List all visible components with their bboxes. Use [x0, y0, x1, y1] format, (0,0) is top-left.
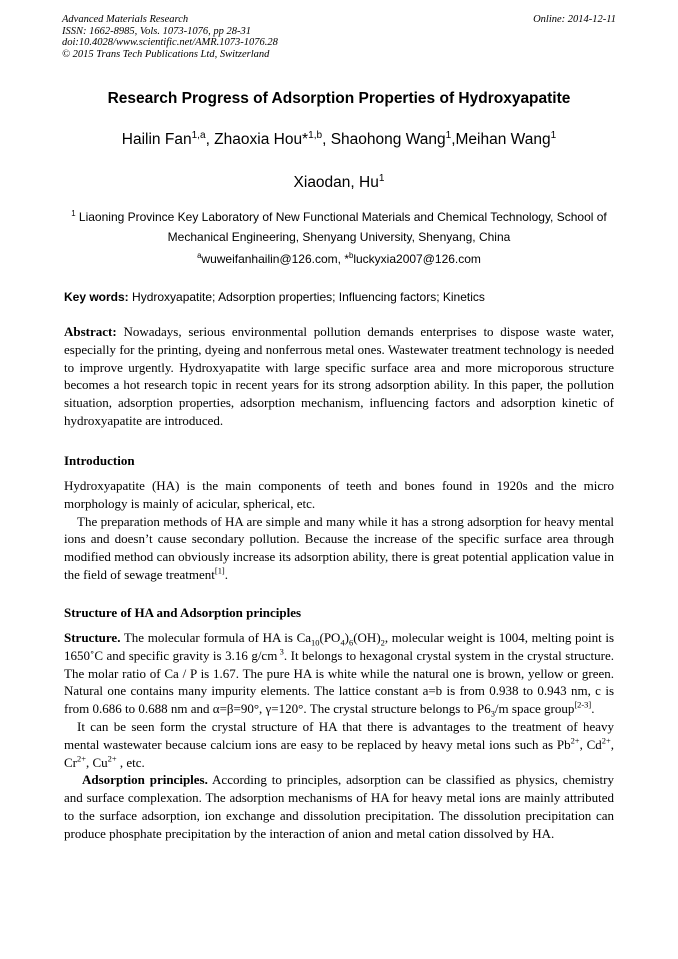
author-name: Xiaodan, Hu	[293, 174, 379, 191]
superscript: 2+	[601, 735, 611, 746]
structure-text: , etc.	[116, 754, 145, 770]
section-heading-structure: Structure of HA and Adsorption principles	[64, 605, 302, 620]
email-sup: b	[349, 251, 354, 260]
subscript: 3	[490, 708, 495, 719]
superscript: 2+	[77, 753, 86, 764]
intro-text: .	[224, 566, 228, 582]
subscript: 10	[311, 637, 320, 648]
structure-text: The molecular formula of HA is Ca	[120, 630, 312, 645]
structure-text: .	[591, 701, 595, 717]
citation[interactable]: [2-3]	[574, 699, 592, 710]
affiliation-sup: 1	[71, 209, 76, 218]
structure-text: , Cd	[579, 736, 602, 752]
author-sup: 1,b	[308, 129, 323, 141]
keywords	[64, 290, 618, 304]
intro-paragraph-1: Hydroxyapatite (HA) is the main components of teeth and bones found in 1920s and the micro morphology is mainly of acicular, spherical, etc.	[64, 478, 614, 511]
email-link[interactable]: wuweifanhailin@126.com, *	[201, 252, 349, 266]
author-name: Hailin Fan	[121, 131, 192, 148]
superscript: 2+	[570, 735, 580, 746]
copyright-line: © 2015 Trans Tech Publications Ltd, Switzerland	[62, 48, 270, 60]
structure-text: , molecular weight is 1004, melting point is 1650˚C and specific gravity is 3.16 g/cm	[64, 630, 614, 663]
structure-text: /m space group	[494, 701, 575, 717]
intro-text: The preparation methods of HA are simple and many while it has a strong adsorption for heavy mental ions and doesn’t cause secondary pollution. Because the increase of the specific surface area through modified method can obviously increase its adsorption ability, there is great potential application value in the field of sewage treatment	[64, 513, 614, 582]
author-name: , Shaohong Wang	[322, 131, 446, 148]
online-date: Online: 2014-12-11	[533, 14, 616, 25]
structure-text: )	[344, 630, 349, 645]
adsorption-text: According to principles, adsorption can be classified as physics, chemistry and surface complexation. The adsorption mechanisms of HA for heavy metal ions are mainly attributed to the surface adsorption, ion exchange and dissolution precipitation. The dissolution precipitation can produce phosphate precipitation by the interaction of anion and metal cation dissolved by HA.	[64, 772, 615, 841]
abstract-label: Abstract:	[64, 324, 117, 339]
author-sup: 1	[550, 129, 557, 141]
adsorption-paragraph	[64, 771, 614, 842]
structure-paragraph-2	[64, 718, 614, 771]
author-sup: 1	[378, 172, 385, 184]
author-name: , Zhaoxia Hou*	[205, 131, 309, 148]
keywords-label: Key words:	[64, 290, 129, 304]
subscript: 6	[349, 637, 354, 648]
structure-text: It can be seen form the crystal structure of HA that there is advantages to the treatment of heavy mental wastewater because calcium ions are easy to be replaced by heavy metal ions such as Pb	[64, 718, 614, 752]
email-link[interactable]: luckyxia2007@126.com	[353, 252, 481, 266]
issn-line: ISSN: 1662-8985, Vols. 1073-1076, pp 28-31	[62, 25, 251, 37]
section-heading-introduction: Introduction	[64, 453, 135, 468]
adsorption-label: Adsorption principles.	[82, 772, 208, 788]
citation[interactable]: [1]	[214, 565, 225, 576]
structure-text: , Cu	[85, 754, 108, 770]
structure-paragraph	[64, 629, 614, 718]
structure-text: (OH)	[353, 630, 381, 645]
structure-body	[64, 629, 614, 843]
superscript: 3	[277, 646, 284, 657]
abstract-text: Nowadays, serious environmental pollution demands enterprises to dispose waste water, especially for the printing, dyeing and nonferrous metal ones. Wastewater treatment technology is needed to improve urgently. Hydroxyapatite with large specific surface area and more microporous structure becomes a hot research topic in recent years for its strong adsorption ability. In this paper, the pollution situation, adsorption properties, adsorption mechanism, influencing factors and adsorption kinetic of hydroxyapatite are introduced.	[64, 324, 614, 428]
intro-paragraph-2	[64, 513, 614, 584]
journal-header	[62, 14, 616, 60]
structure-label: Structure.	[64, 630, 121, 645]
affiliation	[62, 207, 616, 247]
journal-name: Advanced Materials Research	[62, 14, 189, 25]
doi-line: doi:10.4028/www.scientific.net/AMR.1073-1076.28	[62, 37, 278, 48]
introduction-body	[64, 477, 614, 584]
author-sup: 1	[445, 129, 452, 141]
author-emails	[62, 252, 616, 266]
keywords-text: Hydroxyapatite; Adsorption properties; Influencing factors; Kinetics	[128, 290, 485, 304]
structure-text: . It belongs to hexagonal crystal system in the crystal structure. The molar ratio of Ca / P is 1.67. The pure HA is white while the natural one is brown, yellow or green. Natural one contains many impurity elements. The lattice constant a=b is from 0.938 to 0.943 nm, c is from 0.686 to 0.688 nm and α=β=90°, γ=120°. The crystal structure belongs to P6	[64, 647, 615, 717]
author-list-line2	[40, 174, 638, 192]
abstract	[64, 323, 614, 430]
email-sup: a	[197, 251, 202, 260]
subscript: 4	[340, 637, 345, 648]
author-sup: 1,a	[191, 129, 206, 141]
subscript: 2	[380, 637, 385, 648]
affiliation-text: Liaoning Province Key Laboratory of New Functional Materials and Chemical Technology, School of Mechanical Engineering, Shenyang University, Shenyang, China	[75, 210, 607, 244]
paper-title: Research Progress of Adsorption Properties of Hydroxyapatite	[107, 90, 571, 107]
structure-text: (PO	[319, 630, 341, 645]
superscript: 2+	[107, 753, 117, 764]
author-list	[40, 131, 638, 149]
structure-text: , Cr	[64, 736, 614, 770]
author-name: ,Meihan Wang	[451, 131, 551, 148]
